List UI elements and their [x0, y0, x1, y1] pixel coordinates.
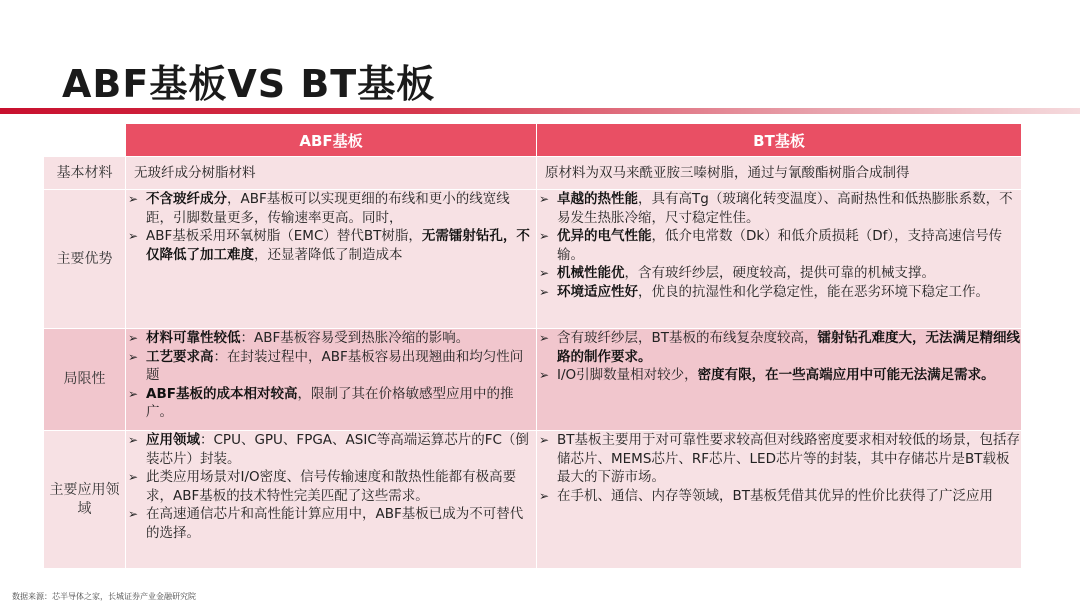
text: ，ABF基板可以实现更细的布线和更小的线宽线距，引脚数量更多，传输速率更高。同时，: [146, 191, 510, 226]
bold-text: 无需镭射钻孔，不仅降低了加工难度: [146, 228, 530, 263]
text: ，具有高Tg（玻璃化转变温度）、高耐热性和低热膨胀系数，不易发生热胀冷缩，尺寸稳定性佳。: [557, 191, 1013, 226]
bold-text: 材料可靠性较低: [146, 330, 241, 346]
bt-cell: [537, 329, 1022, 431]
bold-text: 工艺要求高: [146, 348, 214, 365]
bold-text: 密度有限，在一些高端应用中可能无法满足需求。: [697, 367, 995, 383]
list-item: [126, 431, 536, 468]
text: 含有玻纤纱层，BT基板的布线复杂度较高，: [557, 330, 818, 346]
arrow-right-icon: ➢: [539, 192, 550, 206]
text: ：ABF基板容易受到热胀冷缩的影响。: [240, 330, 470, 346]
list-item: [126, 505, 536, 542]
text: 无玻纤成分树脂材料: [134, 164, 256, 181]
arrow-right-icon: ➢: [128, 507, 139, 521]
list-item: [537, 227, 1021, 264]
list-item: [537, 329, 1021, 366]
text: 原材料为双马来酰亚胺三嗪树脂，通过与氰酸酯树脂合成制得: [545, 164, 910, 181]
text: 在高速通信芯片和高性能计算应用中，ABF基板已成为不可替代的选择。: [146, 506, 524, 541]
bullet-list: [537, 431, 1021, 505]
arrow-right-icon: ➢: [539, 229, 550, 243]
bold-text: 机械性能优: [557, 265, 625, 281]
abf-cell: [126, 431, 537, 569]
row-label: 主要应用领域: [44, 431, 126, 569]
bullet-list: [126, 329, 536, 422]
table-row-limitations: [44, 329, 1022, 431]
bold-text: ABF基板的成本相对较高: [146, 385, 298, 402]
list-item: [537, 431, 1021, 487]
bt-cell: [537, 157, 1022, 190]
arrow-right-icon: ➢: [128, 229, 139, 243]
text: 此类应用场景对I/O密度、信号传输速度和散热性能都有极高要求，ABF基板的技术特性完美匹配了这些需求。: [146, 469, 517, 504]
arrow-right-icon: ➢: [539, 284, 550, 299]
arrow-right-icon: ➢: [128, 192, 139, 206]
text: I/O引脚数量相对较少，: [557, 367, 698, 383]
arrow-right-icon: ➢: [539, 266, 550, 280]
abf-cell: [126, 157, 537, 190]
comparison-table: [43, 123, 1022, 569]
abf-cell: [126, 329, 537, 431]
list-item: [537, 366, 1021, 385]
text: ，低介电常数（Dk）和低介质损耗（Df），支持高速信号传输。: [557, 228, 1003, 263]
bullet-list: [126, 190, 536, 264]
text: ，限制了其在价格敏感型应用中的推广。: [146, 385, 514, 420]
arrow-right-icon: ➢: [128, 433, 139, 447]
bullet-list: [537, 190, 1021, 301]
text: BT基板主要用于对可靠性要求较高但对线路密度要求相对较低的场景，包括存储芯片、MEMS芯片、RF芯片、LED芯片等的封装，其中存储芯片是BT载板最大的下游市场。: [557, 432, 1021, 485]
page-title: ABF基板VS BT基板: [62, 62, 436, 106]
arrow-right-icon: ➢: [128, 470, 139, 484]
list-item: [537, 487, 1021, 506]
list-item: [126, 329, 536, 348]
bold-text: 卓越的热性能: [557, 191, 638, 207]
list-item: [126, 385, 536, 422]
list-item: [126, 227, 536, 264]
bullet-list: [126, 431, 536, 542]
bt-cell: [537, 190, 1022, 329]
table-row-applications: [44, 431, 1022, 569]
arrow-right-icon: ➢: [539, 433, 550, 447]
table-row-advantages: [44, 190, 1022, 329]
table-row-basic-material: [44, 157, 1022, 190]
list-item: [537, 264, 1021, 283]
list-item: [126, 348, 536, 385]
arrow-right-icon: ➢: [539, 368, 550, 382]
list-item: [537, 283, 1021, 302]
arrow-right-icon: ➢: [128, 331, 139, 345]
bt-cell: [537, 431, 1022, 569]
abf-cell: [126, 190, 537, 329]
row-label: 主要优势: [44, 190, 126, 329]
arrow-right-icon: ➢: [539, 331, 550, 345]
text: ，含有玻纤纱层，硬度较高，提供可靠的机械支撑。: [624, 265, 935, 281]
arrow-right-icon: ➢: [128, 386, 139, 401]
arrow-right-icon: ➢: [128, 349, 139, 364]
text: ABF基板采用环氧树脂（EMC）替代BT树脂，: [146, 228, 422, 244]
table-corner: [44, 124, 126, 157]
column-header-abf: ABF基板: [126, 124, 537, 157]
text: ：CPU、GPU、FPGA、ASIC等高端运算芯片的FC（倒装芯片）封装。: [146, 432, 529, 467]
bold-text: 环境适应性好: [557, 283, 638, 300]
text: 在手机、通信、内存等领域，BT基板凭借其优异的性价比获得了广泛应用: [557, 487, 994, 504]
arrow-right-icon: ➢: [539, 488, 550, 503]
column-header-bt: BT基板: [537, 124, 1022, 157]
source-note: 数据来源：芯半导体之家，长城证券产业金融研究院: [12, 592, 196, 601]
bold-text: 不含玻纤成分: [146, 191, 227, 207]
text: ，优良的抗湿性和化学稳定性，能在恶劣环境下稳定工作。: [638, 283, 989, 300]
row-label: 基本材料: [44, 157, 126, 190]
text: ：在封装过程中，ABF基板容易出现翘曲和均匀性问题: [146, 348, 524, 383]
list-item: [126, 468, 536, 505]
bold-text: 优异的电气性能: [557, 228, 652, 244]
row-label: 局限性: [44, 329, 126, 431]
bold-text: 镭射钻孔难度大，无法满足精细线路的制作要求。: [557, 330, 1021, 365]
title-underline: [0, 108, 1080, 114]
bullet-list: [537, 329, 1021, 385]
text: ，还显著降低了制造成本: [254, 246, 403, 263]
list-item: [537, 190, 1021, 227]
bold-text: 应用领域: [146, 432, 200, 448]
list-item: [126, 190, 536, 227]
